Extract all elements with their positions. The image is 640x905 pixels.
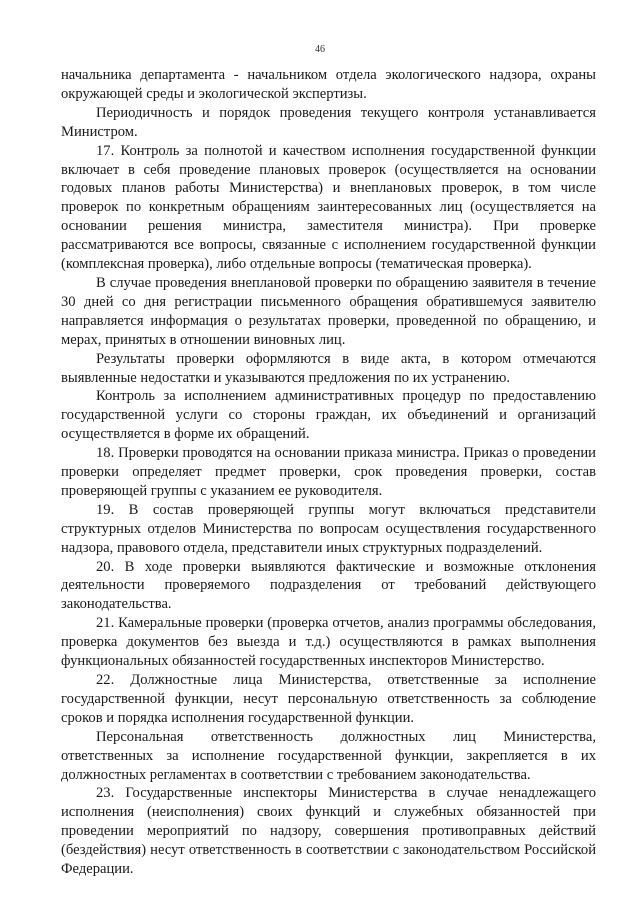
paragraph-personal-responsibility: Персональная ответственность должностных лиц Министерства, ответственных за исполнение государственной функции, закрепляется в их должностных регламентах в соответствии с требованием законодательства.	[61, 728, 596, 783]
paragraph-unscheduled-inspection: В случае проведения внеплановой проверки по обращению заявителя в течение 30 дней со дня регистрации письменного обращения обратившемуся заявителю направляется информация о результатах проверки, проведенной по обращению, и мерах, принятых в отношении виновных лиц.	[61, 274, 596, 348]
paragraph-continuation: начальника департамента - начальником отдела экологического надзора, охраны окружающей среды и экологической экспертизы.	[61, 67, 596, 102]
paragraph-19: 19. В состав проверяющей группы могут включаться представители структурных отделов Министерства по вопросам осуществления государственного надзора, правового отдела, представители иных структурных подразделений.	[61, 501, 596, 556]
paragraph-inspection-results: Результаты проверки оформляются в виде акта, в котором отмечаются выявленные недостатки и указываются предложения по их устранению.	[61, 350, 596, 386]
paragraph-20: 20. В ходе проверки выявляются фактические и возможные отклонения деятельности проверяемого подразделения от требований действующего законодательства.	[61, 558, 596, 613]
paragraph-21: 21. Камеральные проверки (проверка отчетов, анализ программы обследования, проверка документов без выезда и т.д.) осуществляются в рамках выполнения функциональных обязанностей государственных инспекторов Министерство.	[61, 615, 596, 670]
paragraph-23: 23. Государственные инспекторы Министерства в случае ненадлежащего исполнения (неисполнения) своих функций и служебных обязанностей при проведении мероприятий по надзору, совершения противоправных действий (бездействия) несут ответственность в соответствии с законодательством Российской Федерации.	[61, 785, 596, 878]
paragraph-17: 17. Контроль за полнотой и качеством исполнения государственной функции включает в себя проведение плановых проверок (осуществляется на основании годовых планов работы Министерства) и внеплановых проверок, в том числе проверок по конкретным обращениям заинтересованных лиц (осуществляется на основании решения министра, заместителя министра). При проверке рассматриваются все вопросы, связанные с исполнением государственной функции (комплексная проверка), либо отдельные вопросы (тематическая проверка).	[61, 142, 596, 273]
paragraph-22: 22. Должностные лица Министерства, ответственные за исполнение государственной функции, несут персональную ответственность за соблюдение сроков и порядка исполнения государственной функции.	[61, 672, 596, 726]
paragraph-current-control-periodicity: Периодичность и порядок проведения текущего контроля устанавливается Министром.	[61, 104, 596, 140]
page-number: 46	[315, 44, 325, 55]
document-body	[61, 66, 596, 879]
paragraph-18: 18. Проверки проводятся на основании приказа министра. Приказ о проведении проверки определяет предмет проверки, срок проведения проверки, состав проверяющей группы с указанием ее руководителя.	[61, 445, 596, 499]
paragraph-citizen-control: Контроль за исполнением административных процедур по предоставлению государственной услуги со стороны граждан, их объединений и организаций осуществляется в форме их обращений.	[61, 388, 596, 443]
